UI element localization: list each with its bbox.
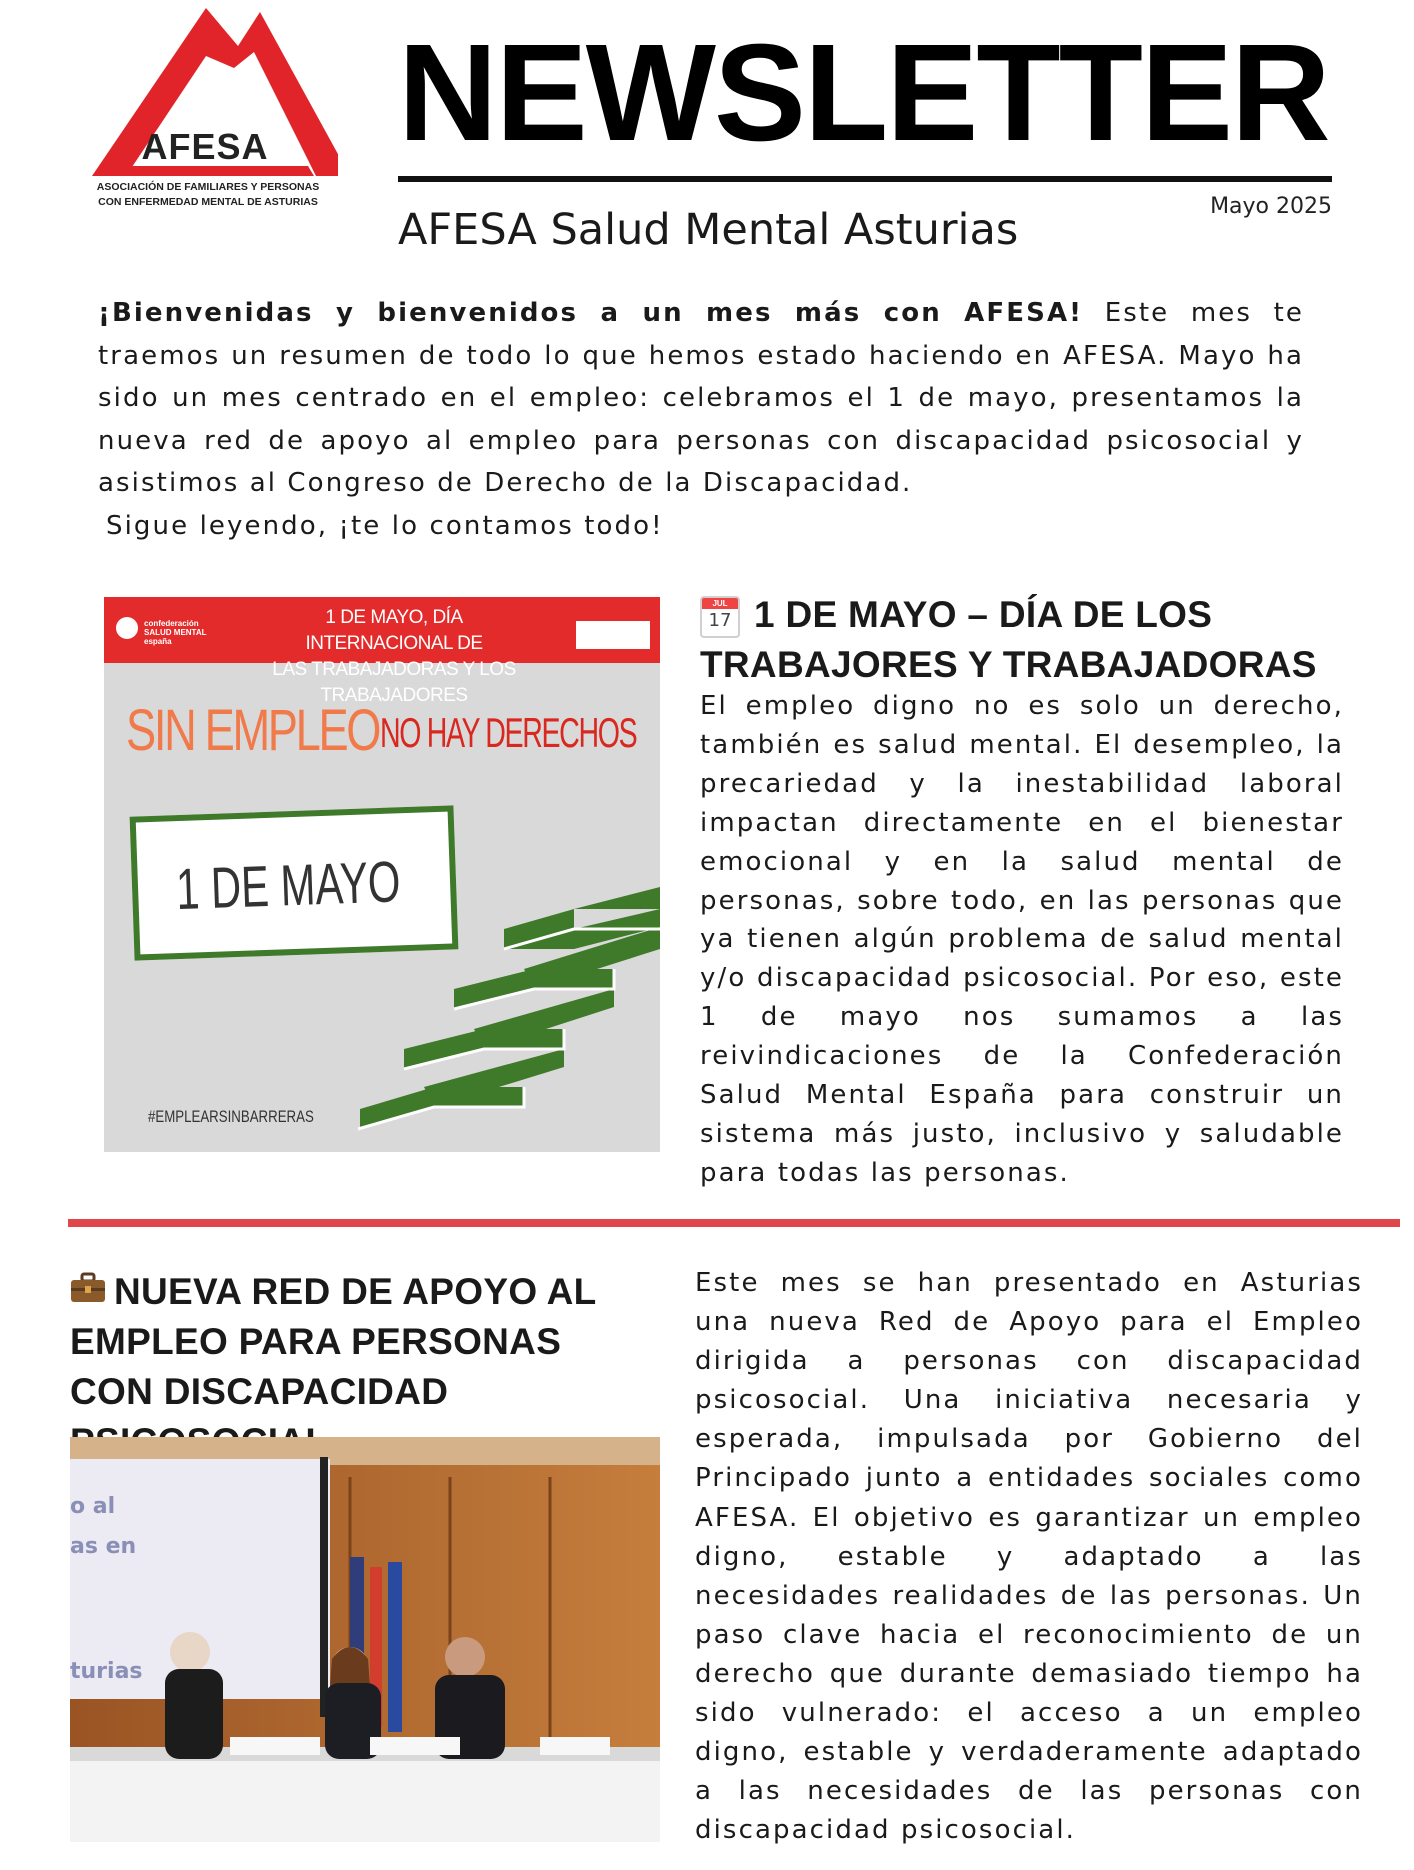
logo-subtitle-line1: ASOCIACIÓN DE FAMILIARES Y PERSONAS [96,181,320,193]
intro-lead: ¡Bienvenidas y bienvenidos a un mes más con AFESA! [98,298,1084,328]
slide-line2: as en [70,1534,137,1559]
section2-body: Este mes se han presentado en Asturias una nueva Red de Apoyo para el Empleo dirigida a personas con discapacidad psicosocial. Una iniciativa necesaria y esperada, impulsada por Gobierno del Principado junto a entidades sociales como AFESA. El objetivo es garantizar un empleo digno, estable y adaptado a las necesidades realidades de las personas. Un paso clave hacia el reconocimiento de un derecho que durante demasiado tiempo ha sido vulnerado: el acceso a un empleo digno, estable y verdaderamente adaptado a las necesidades de las personas con discapacidad psicosocial. [695,1268,1363,1846]
logo-name: AFESA [141,126,269,167]
slide-line1: o al [70,1494,116,1519]
newsletter-subtitle: AFESA Salud Mental Asturias [398,205,1019,255]
presentation-photo [70,1437,660,1842]
poster-date-card [130,805,459,960]
poster-slogan-part1: SIN EMPLEO [126,698,380,763]
conference-photo-image [70,1437,660,1842]
section1-heading: 1 DE MAYO – DÍA DE LOS TRABAJORES Y TRABAJADORAS [700,594,1317,685]
logo-subtitle-line2: CON ENFERMEDAD MENTAL DE ASTURIAS [98,196,318,208]
section1-body: El empleo digno no es solo un derecho, también es salud mental. El desempleo, la precariedad y la inestabilidad laboral impactan directamente en el bienestar emocional y en la salud mental de personas, sobre todo, en las personas que ya tienen algún problema de salud mental y/o discapacidad psicosocial. Por eso, este 1 de mayo nos sumamos a las reivindicaciones de la Confederación Salud Mental España para construir un sistema más justo, inclusivo y saludable para todas las personas. [700,691,1344,1188]
intro-closing: Sigue leyendo, ¡te lo contamos todo! [106,510,664,541]
calendar-day: 17 [708,610,732,631]
may-day-poster [104,597,660,1152]
calendar-month: JUL [702,598,738,609]
section2-heading: NUEVA RED DE APOYO AL EMPLEO PARA PERSONAS CON DISCAPACIDAD [70,1271,596,1412]
poster-hashtag: #EMPLEARSINBARRERAS [148,1107,314,1126]
projected-slide-text [70,1487,143,1692]
poster-org-name: confederación SALUD MENTAL españa [144,619,207,646]
issue-date: Mayo 2025 [1210,194,1332,219]
slide-line3: turias [70,1659,143,1684]
poster-slogan-part2: NO HAY DERECHOS [380,709,637,756]
logo-subtitle [78,180,338,210]
title-divider [398,176,1332,182]
poster-date-text: 1 DE MAYO [175,849,402,923]
poster-banner-line2: LAS TRABAJADORAS Y LOS TRABAJADORES [272,659,516,706]
poster-banner-line1: 1 DE MAYO, DÍA INTERNACIONAL DE [305,607,483,654]
newsletter-title: NEWSLETTER [398,16,1329,170]
intro-body: Este mes te traemos un resumen de todo lo que hemos estado haciendo en AFESA. Mayo ha sido un mes centrado en el empleo: celebramos el 1 de mayo, presentamos la nueva red de apoyo al empleo para personas con discapacidad psicosocial y asistimos al Congreso de Derecho de la Discapacidad. [98,298,1305,498]
afesa-logo [78,8,338,218]
section-divider [68,1219,1400,1227]
intro-paragraph [98,292,1304,547]
